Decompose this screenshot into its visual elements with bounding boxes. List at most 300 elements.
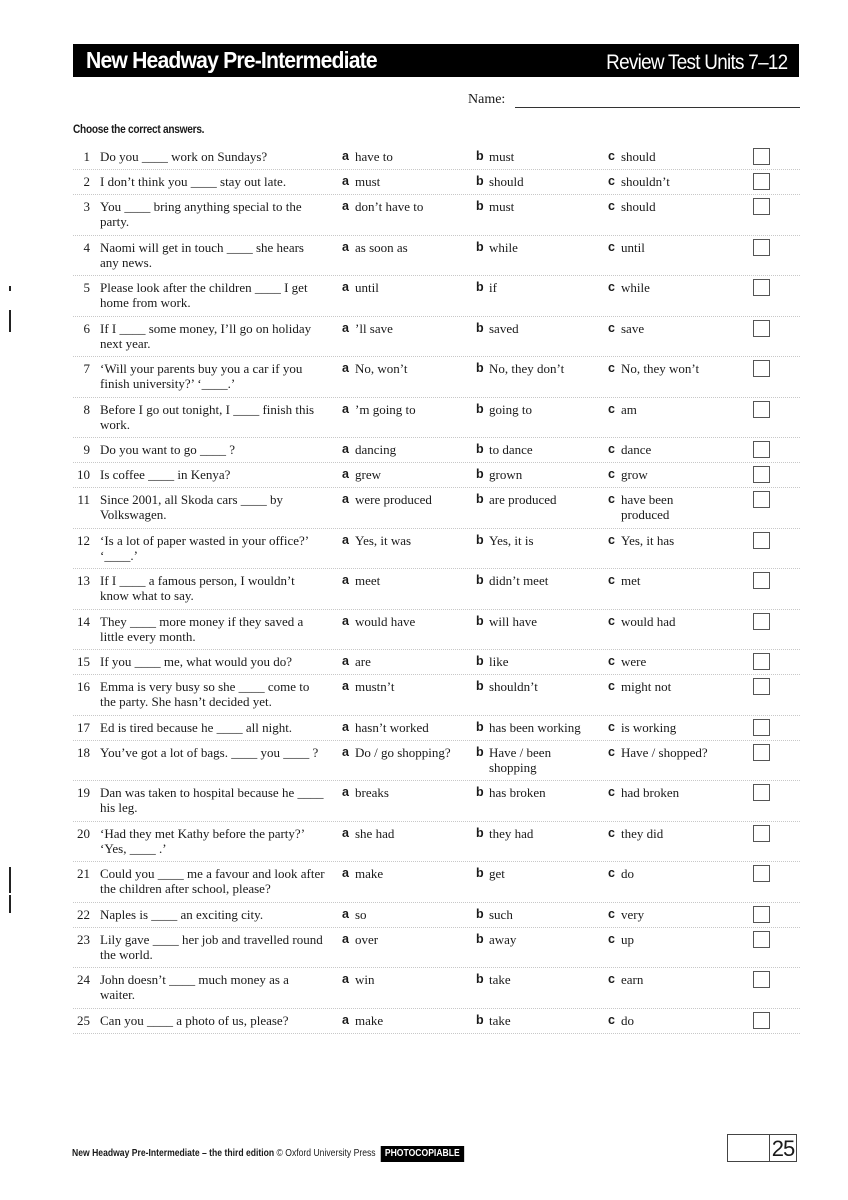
question-row	[73, 438, 800, 463]
answer-box[interactable]	[753, 148, 770, 165]
option-letter-b: b	[476, 931, 484, 946]
option-a	[342, 321, 467, 336]
option-text-a: mustn’t	[355, 679, 395, 694]
header-bar	[73, 44, 799, 77]
option-text-b: going to	[489, 401, 532, 417]
option-b	[476, 533, 601, 548]
option-a	[342, 240, 467, 255]
option-text-c: would had	[621, 613, 676, 629]
option-b	[476, 720, 601, 735]
option-b	[476, 240, 601, 255]
option-letter-a: a	[342, 442, 349, 456]
question-number: 6	[83, 320, 90, 336]
option-text-c: while	[621, 280, 650, 295]
question-row	[73, 968, 800, 1009]
question-row	[73, 357, 800, 398]
option-letter-c: c	[608, 744, 615, 759]
question-number: 23	[77, 931, 90, 947]
option-text-b: didn’t meet	[489, 573, 549, 588]
option-text-c: shouldn’t	[621, 174, 670, 189]
option-a	[342, 932, 467, 947]
option-letter-c: c	[608, 467, 615, 481]
option-text-b: get	[489, 866, 505, 881]
answer-box[interactable]	[753, 441, 770, 458]
option-letter-c: c	[608, 149, 615, 163]
question-number: 21	[77, 866, 90, 881]
option-letter-a: a	[342, 467, 349, 481]
answer-box[interactable]	[753, 613, 770, 630]
option-c	[608, 442, 718, 457]
option-letter-a: a	[342, 573, 349, 587]
option-letter-c: c	[608, 785, 615, 799]
option-letter-c: c	[608, 320, 615, 335]
option-text-b: Have / been shopping	[489, 744, 552, 775]
option-letter-c: c	[608, 442, 615, 456]
answer-box[interactable]	[753, 173, 770, 190]
option-letter-b: b	[476, 866, 484, 880]
question-number: 8	[83, 401, 90, 417]
footer-copyright: © Oxford University Press	[276, 1148, 376, 1159]
option-c	[608, 280, 718, 295]
option-letter-c: c	[608, 401, 615, 416]
option-letter-c: c	[608, 532, 615, 547]
option-c	[608, 932, 718, 947]
question-text: If I ____ a famous person, I wouldn’t know what to say.	[100, 573, 295, 603]
option-c	[608, 907, 718, 922]
option-a	[342, 492, 467, 507]
option-letter-b: b	[476, 532, 484, 547]
option-b	[476, 866, 601, 881]
option-text-c: should	[621, 199, 656, 214]
page-subtitle: Review Test Units 7–12	[605, 51, 787, 74]
option-b	[476, 679, 601, 694]
answer-box[interactable]	[753, 491, 770, 508]
option-text-b: take	[489, 972, 511, 987]
question-text: If you ____ me, what would you do?	[100, 654, 293, 669]
option-c	[608, 573, 718, 588]
option-a	[342, 402, 467, 417]
answer-box[interactable]	[753, 401, 770, 418]
question-text: Dan was taken to hospital because he ____ his leg.	[100, 785, 324, 815]
question-number: 25	[77, 1012, 90, 1028]
option-letter-a: a	[342, 492, 349, 506]
option-c	[608, 866, 718, 881]
option-text-c: save	[621, 320, 645, 336]
option-a	[342, 467, 467, 482]
name-field[interactable]	[468, 91, 800, 109]
question-text: You ____ bring anything special to the party.	[100, 199, 302, 229]
answer-box[interactable]	[753, 239, 770, 256]
answer-box[interactable]	[753, 784, 770, 801]
option-text-c: grow	[621, 467, 648, 482]
answer-box[interactable]	[753, 360, 770, 377]
question-row	[73, 1009, 800, 1034]
answer-box[interactable]	[753, 532, 770, 549]
option-text-a: breaks	[355, 785, 389, 800]
question-number: 12	[77, 532, 90, 548]
question-row	[73, 822, 800, 863]
option-letter-c: c	[608, 931, 615, 946]
option-letter-c: c	[608, 1012, 615, 1027]
question-number: 17	[77, 719, 90, 735]
answer-box[interactable]	[753, 279, 770, 296]
option-a	[342, 533, 467, 548]
option-text-c: met	[621, 573, 641, 588]
question-text: Lily gave ____ her job and travelled round the world.	[100, 931, 323, 962]
answer-box[interactable]	[753, 572, 770, 589]
option-text-c: they did	[621, 825, 664, 841]
option-text-a: were produced	[355, 492, 432, 507]
question-number: 3	[83, 199, 90, 214]
option-text-a: Do / go shopping?	[355, 744, 451, 760]
option-b	[476, 1013, 601, 1028]
option-letter-b: b	[476, 239, 484, 254]
option-text-c: am	[621, 401, 637, 417]
question-number: 13	[77, 573, 90, 588]
option-c	[608, 1013, 718, 1028]
answer-box[interactable]	[753, 744, 770, 761]
question-row	[73, 781, 800, 822]
option-letter-a: a	[342, 866, 349, 880]
option-a	[342, 866, 467, 881]
question-text: Emma is very busy so she ____ come to the party. She hasn’t decided yet.	[100, 679, 310, 709]
option-letter-a: a	[342, 719, 349, 734]
question-number: 4	[83, 239, 90, 255]
option-letter-a: a	[342, 613, 349, 628]
question-number: 18	[77, 744, 90, 760]
option-text-b: like	[489, 654, 509, 669]
option-letter-c: c	[608, 972, 615, 986]
option-b	[476, 280, 601, 295]
option-text-a: so	[355, 906, 367, 922]
option-c	[608, 467, 718, 482]
option-text-c: very	[621, 906, 645, 922]
option-text-b: will have	[489, 613, 538, 629]
option-letter-b: b	[476, 785, 484, 799]
option-letter-b: b	[476, 174, 484, 188]
option-text-c: Have / shopped?	[621, 744, 708, 760]
option-a	[342, 654, 467, 669]
option-letter-c: c	[608, 654, 615, 668]
option-letter-c: c	[608, 239, 615, 254]
answer-box[interactable]	[753, 865, 770, 882]
question-text: Before I go out tonight, I ____ finish this work.	[100, 401, 315, 432]
question-row	[73, 569, 800, 610]
option-letter-a: a	[342, 744, 349, 759]
option-text-a: dancing	[355, 442, 397, 457]
option-text-b: should	[489, 174, 524, 189]
option-text-b: No, they don’t	[489, 361, 565, 376]
option-letter-b: b	[476, 199, 484, 213]
option-text-a: would have	[355, 613, 416, 629]
option-text-a: Yes, it was	[355, 532, 412, 548]
option-b	[476, 467, 601, 482]
option-b	[476, 745, 601, 775]
question-row	[73, 903, 800, 928]
option-b	[476, 614, 601, 629]
option-text-c: had broken	[621, 785, 680, 800]
option-text-c: is working	[621, 719, 677, 735]
option-letter-b: b	[476, 467, 484, 481]
option-b	[476, 932, 601, 947]
option-c	[608, 720, 718, 735]
question-text: Ed is tired because he ____ all night.	[100, 719, 293, 735]
option-letter-a: a	[342, 972, 349, 986]
name-label: Name:	[468, 92, 506, 107]
option-text-c: have been produced	[621, 492, 674, 522]
option-letter-b: b	[476, 442, 484, 456]
option-a	[342, 826, 467, 841]
option-a	[342, 720, 467, 735]
option-letter-b: b	[476, 613, 484, 628]
option-letter-c: c	[608, 613, 615, 628]
photocopiable-badge: PHOTOCOPIABLE	[381, 1146, 464, 1162]
option-text-c: up	[621, 931, 634, 947]
option-b	[476, 321, 601, 336]
question-text: John doesn’t ____ much money as a waiter.	[100, 972, 289, 1002]
option-text-a: as soon as	[355, 239, 408, 255]
option-text-a: ’ll save	[355, 320, 393, 336]
option-b	[476, 826, 601, 841]
option-text-b: are produced	[489, 492, 557, 507]
question-number: 20	[77, 825, 90, 841]
option-letter-b: b	[476, 401, 484, 416]
option-a	[342, 679, 467, 694]
option-letter-b: b	[476, 149, 484, 163]
option-a	[342, 907, 467, 922]
question-row	[73, 145, 800, 170]
option-letter-b: b	[476, 1012, 484, 1027]
option-text-c: do	[621, 1012, 634, 1028]
option-c	[608, 321, 718, 336]
option-letter-c: c	[608, 825, 615, 840]
option-text-a: are	[355, 654, 371, 669]
option-text-b: if	[489, 280, 497, 295]
question-row	[73, 195, 800, 236]
question-text: They ____ more money if they saved a little every month.	[100, 613, 304, 644]
option-text-a: until	[355, 280, 379, 295]
option-letter-b: b	[476, 573, 484, 587]
option-letter-a: a	[342, 361, 349, 375]
option-letter-b: b	[476, 492, 484, 506]
option-text-b: while	[489, 239, 518, 255]
question-number: 9	[83, 442, 90, 457]
option-letter-b: b	[476, 679, 484, 693]
question-row	[73, 236, 800, 277]
question-row	[73, 675, 800, 716]
question-text: I don’t think you ____ stay out late.	[100, 174, 287, 189]
answer-box[interactable]	[753, 971, 770, 988]
option-letter-b: b	[476, 280, 484, 294]
option-text-a: make	[355, 1012, 384, 1028]
question-number: 22	[77, 906, 90, 922]
option-text-b: they had	[489, 825, 534, 841]
question-row	[73, 488, 800, 529]
question-number: 15	[77, 654, 90, 669]
question-text: ‘Will your parents buy you a car if you finish university?’ ‘____.’	[100, 361, 303, 391]
option-a	[342, 361, 467, 376]
option-b	[476, 149, 601, 164]
option-c	[608, 654, 718, 669]
option-letter-a: a	[342, 906, 349, 921]
option-letter-b: b	[476, 906, 484, 921]
question-number: 5	[83, 280, 90, 295]
option-text-a: No, won’t	[355, 361, 408, 376]
option-letter-a: a	[342, 239, 349, 254]
option-letter-b: b	[476, 654, 484, 668]
option-letter-a: a	[342, 654, 349, 668]
answer-box[interactable]	[753, 466, 770, 483]
option-letter-a: a	[342, 679, 349, 693]
option-text-b: to dance	[489, 442, 533, 457]
option-letter-b: b	[476, 825, 484, 840]
question-list	[73, 145, 800, 1034]
option-letter-c: c	[608, 492, 615, 506]
answer-box[interactable]	[753, 320, 770, 337]
answer-box[interactable]	[753, 678, 770, 695]
option-b	[476, 573, 601, 588]
question-text: ‘Is a lot of paper wasted in your office?’ ‘____.’	[100, 532, 309, 563]
option-letter-c: c	[608, 573, 615, 587]
answer-box[interactable]	[753, 653, 770, 670]
question-text: Since 2001, all Skoda cars ____ by Volkswagen.	[100, 492, 284, 522]
question-text: Naples is ____ an exciting city.	[100, 906, 264, 922]
option-letter-b: b	[476, 361, 484, 375]
option-text-b: take	[489, 1012, 511, 1028]
option-letter-c: c	[608, 866, 615, 880]
question-number: 19	[77, 785, 90, 800]
option-text-b: away	[489, 931, 517, 947]
option-a	[342, 785, 467, 800]
question-row	[73, 276, 800, 317]
option-letter-a: a	[342, 401, 349, 416]
option-letter-b: b	[476, 972, 484, 986]
option-letter-b: b	[476, 320, 484, 335]
option-b	[476, 361, 601, 376]
option-text-a: over	[355, 931, 379, 947]
instructions: Choose the correct answers.	[73, 124, 205, 136]
option-b	[476, 442, 601, 457]
option-c	[608, 149, 718, 164]
question-text: ‘Had they met Kathy before the party?’ ‘Yes, ____ .’	[100, 825, 305, 856]
option-letter-a: a	[342, 174, 349, 188]
option-text-a: hasn’t worked	[355, 719, 429, 735]
option-letter-a: a	[342, 931, 349, 946]
option-letter-c: c	[608, 679, 615, 693]
option-c	[608, 679, 718, 694]
option-text-c: should	[621, 149, 656, 164]
option-c	[608, 785, 718, 800]
option-text-a: have to	[355, 149, 393, 164]
option-letter-a: a	[342, 532, 349, 547]
option-text-c: earn	[621, 972, 644, 987]
option-text-c: do	[621, 866, 634, 881]
option-text-a: make	[355, 866, 384, 881]
option-a	[342, 1013, 467, 1028]
option-c	[608, 199, 718, 214]
question-text: Do you ____ work on Sundays?	[100, 149, 268, 164]
question-number: 24	[77, 972, 90, 987]
option-a	[342, 280, 467, 295]
option-text-b: saved	[489, 320, 519, 336]
page-title: New Headway Pre-Intermediate	[86, 47, 377, 73]
answer-box[interactable]	[753, 719, 770, 736]
option-letter-a: a	[342, 1012, 349, 1027]
option-letter-c: c	[608, 906, 615, 921]
question-text: If I ____ some money, I’ll go on holiday next year.	[100, 320, 312, 351]
option-text-b: must	[489, 199, 515, 214]
option-text-a: she had	[355, 825, 395, 841]
footer	[72, 1146, 528, 1162]
option-c	[608, 826, 718, 841]
answer-box[interactable]	[753, 931, 770, 948]
binding-mark	[9, 286, 11, 291]
option-text-b: must	[489, 149, 515, 164]
option-a	[342, 972, 467, 987]
question-text: You’ve got a lot of bags. ____ you ____ ?	[100, 744, 319, 760]
question-row	[73, 170, 800, 195]
page-number: 25	[771, 1136, 795, 1161]
question-row	[73, 862, 800, 903]
option-a	[342, 174, 467, 189]
option-text-c: dance	[621, 442, 652, 457]
option-letter-c: c	[608, 199, 615, 213]
name-input-line[interactable]	[515, 107, 800, 108]
question-text: Please look after the children ____ I get home from work.	[100, 280, 308, 310]
question-number: 1	[83, 149, 90, 164]
question-number: 14	[77, 613, 90, 629]
question-row	[73, 529, 800, 570]
option-a	[342, 442, 467, 457]
question-row	[73, 741, 800, 782]
question-row	[73, 716, 800, 741]
question-text: Is coffee ____ in Kenya?	[100, 467, 231, 482]
option-text-b: has been working	[489, 719, 581, 735]
option-text-c: Yes, it has	[621, 532, 675, 548]
question-number: 2	[83, 174, 90, 189]
answer-box[interactable]	[753, 1012, 770, 1029]
question-text: Can you ____ a photo of us, please?	[100, 1012, 289, 1028]
question-text: Naomi will get in touch ____ she hears any news.	[100, 239, 304, 270]
question-number: 11	[77, 492, 90, 507]
option-text-a: must	[355, 174, 381, 189]
answer-box[interactable]	[753, 198, 770, 215]
option-letter-b: b	[476, 744, 484, 759]
question-row	[73, 317, 800, 358]
option-c	[608, 492, 718, 522]
option-b	[476, 492, 601, 507]
option-text-c: were	[621, 654, 647, 669]
option-letter-a: a	[342, 825, 349, 840]
option-letter-a: a	[342, 280, 349, 294]
option-c	[608, 533, 718, 548]
footer-title: New Headway Pre-Intermediate – the third edition	[72, 1148, 275, 1159]
option-b	[476, 199, 601, 214]
answer-box[interactable]	[753, 825, 770, 842]
option-b	[476, 654, 601, 669]
option-b	[476, 907, 601, 922]
question-number: 7	[83, 361, 90, 376]
answer-box[interactable]	[753, 906, 770, 923]
question-row	[73, 463, 800, 488]
option-a	[342, 573, 467, 588]
option-letter-a: a	[342, 785, 349, 799]
option-letter-c: c	[608, 174, 615, 188]
binding-mark	[9, 310, 11, 332]
option-text-c: might not	[621, 679, 672, 694]
option-text-b: grown	[489, 467, 523, 482]
option-c	[608, 361, 718, 376]
